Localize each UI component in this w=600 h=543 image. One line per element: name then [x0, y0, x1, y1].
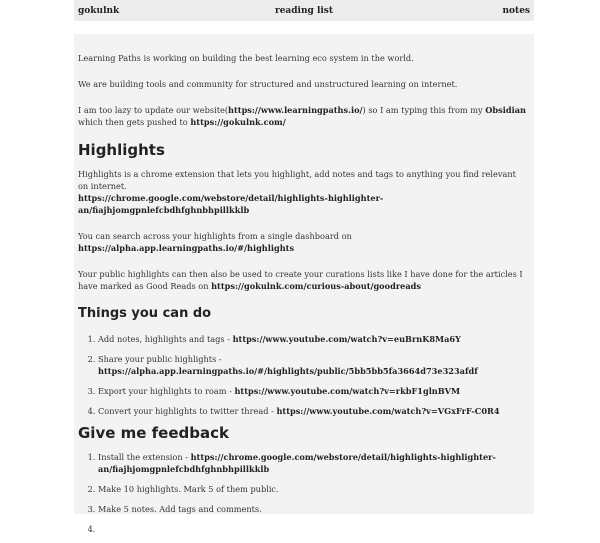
content-card [74, 34, 534, 514]
highlights-heading: Highlights [78, 141, 165, 159]
list-item [98, 353, 526, 377]
highlights-text-1: Highlights is a chrome extension that lets you highlight, add notes and tags to anything you find relevant on internet. [78, 169, 516, 191]
list-item-text: Install the extension - [98, 452, 191, 462]
update-text-2: ) so I am typing this from my [362, 105, 486, 115]
list-item [98, 405, 526, 417]
list-item-text: Share your public highlights - [98, 354, 222, 364]
chrome-store-link[interactable]: https://chrome.google.com/webstore/detail/highlights-highlighter-an/fiajhjomgpnlefcbdhfghnbhpillkklb [78, 193, 384, 215]
list-item-text: Convert your highlights to twitter thread - [98, 406, 277, 416]
intro-paragraph-1: Learning Paths is working on building the best learning eco system in the world. [78, 53, 414, 63]
youtube-link[interactable]: https://www.youtube.com/watch?v=rkbF1glnBVM [234, 386, 461, 396]
highlights-paragraph-2 [78, 230, 526, 254]
gokulnk-link[interactable]: https://gokulnk.com/ [190, 117, 286, 127]
chrome-store-link[interactable]: https://chrome.google.com/webstore/detail/highlights-highlighter-an/fiajhjomgpnlefcbdhfghnbhpillkklb [98, 452, 496, 474]
list-item: 3. Make 5 notes. Add tags and comments. [98, 503, 526, 515]
nav-link-home[interactable]: gokulnk [78, 6, 120, 16]
list-item [98, 385, 526, 397]
obsidian-text: Obsidian [485, 105, 526, 115]
public-highlights-link[interactable]: https://alpha.app.learningpaths.io/#/highlights/public/5bb5bb5fa3664d73e323afdf [98, 366, 478, 376]
highlights-text-3: Your public highlights can then also be used to create your curations lists like I have done for the articles I have marked as Good Reads on [78, 269, 523, 291]
nav-link-reading-list[interactable]: reading list [274, 6, 334, 16]
dashboard-link[interactable]: https://alpha.app.learningpaths.io/#/highlights [78, 243, 295, 253]
youtube-link[interactable]: https://www.youtube.com/watch?v=euBrnK8Ma6Y [232, 334, 461, 344]
highlights-paragraph-3 [78, 268, 526, 292]
intro-paragraph-2: We are building tools and community for structured and unstructured learning on internet. [78, 79, 458, 89]
list-item [98, 451, 526, 475]
things-list [78, 333, 526, 417]
things-heading: Things you can do [78, 306, 212, 321]
highlights-text-2: You can search across your highlights from a single dashboard on [78, 231, 352, 241]
list-item-text: Export your highlights to roam - [98, 386, 235, 396]
update-text-1: I am too lazy to update our website( [78, 105, 229, 115]
update-text-3: which then gets pushed to [78, 117, 191, 127]
highlights-paragraph-1 [78, 168, 526, 216]
list-item [98, 523, 526, 535]
article-body [78, 52, 526, 543]
list-item: 2. Make 10 highlights. Mark 5 of them public. [98, 483, 526, 495]
list-item-text: Add notes, highlights and tags - [98, 334, 233, 344]
feedback-list [78, 451, 526, 535]
feedback-heading: Give me feedback [78, 424, 229, 442]
youtube-link[interactable]: https://www.youtube.com/watch?v=VGxFrF-C0R4 [276, 406, 500, 416]
list-item [98, 333, 526, 345]
top-navigation-bar [74, 0, 534, 21]
learningpaths-link[interactable]: https://www.learningpaths.io/ [228, 105, 363, 115]
update-paragraph [78, 104, 526, 128]
goodreads-link[interactable]: https://gokulnk.com/curious-about/goodreads [211, 281, 421, 291]
nav-link-notes[interactable]: notes [502, 6, 530, 16]
